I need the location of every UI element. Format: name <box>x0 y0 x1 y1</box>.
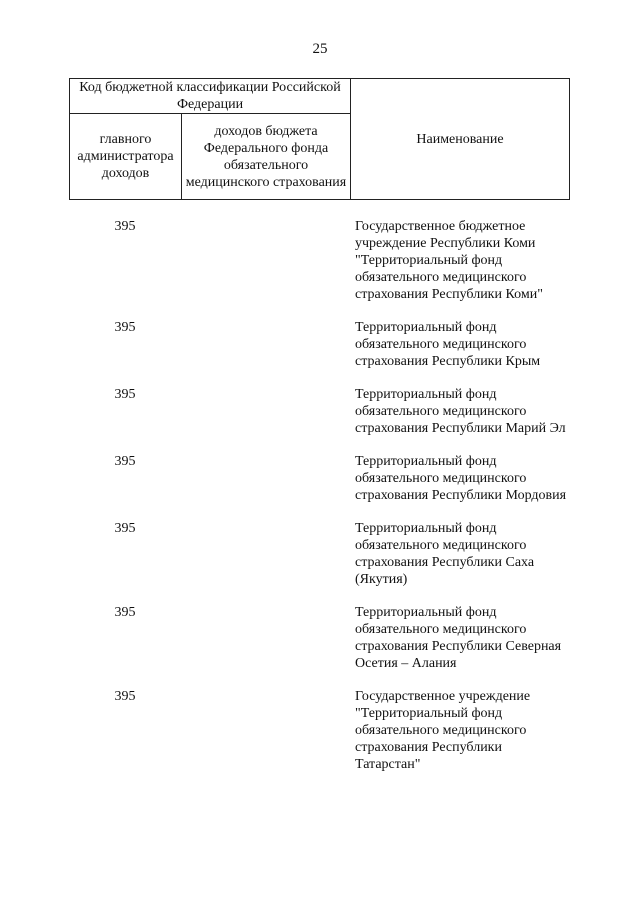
name-cell: Территориальный фонд обязательного медицинского страхования Республики Северная Осетия – Алания <box>355 605 562 671</box>
income-code-cell <box>181 520 355 588</box>
table-row <box>69 453 570 504</box>
admin-code-cell: 395 <box>114 521 136 536</box>
table-row <box>69 520 570 588</box>
table-row <box>69 218 570 303</box>
name-cell: Территориальный фонд обязательного медицинского страхования Республики Крым <box>355 320 541 369</box>
name-cell: Территориальный фонд обязательного медицинского страхования Республики Мордовия <box>355 454 567 503</box>
income-code-cell <box>181 386 355 437</box>
table-header <box>69 78 570 200</box>
table-row <box>69 319 570 370</box>
income-code-cell <box>181 218 355 303</box>
header-name: Наименование <box>416 131 504 147</box>
name-cell: Территориальный фонд обязательного медицинского страхования Республики Марий Эл <box>355 387 566 436</box>
admin-code-cell: 395 <box>114 689 136 704</box>
name-cell: Государственное учреждение "Территориальный фонд обязательного медицинского страхования Республики Татарстан" <box>355 689 531 772</box>
header-budget-code-group: Код бюджетной классификации Российской Федерации <box>70 79 351 114</box>
income-code-cell <box>181 604 355 672</box>
name-cell: Территориальный фонд обязательного медицинского страхования Республики Саха (Якутия) <box>355 521 535 587</box>
income-code-cell <box>181 453 355 504</box>
admin-code-cell: 395 <box>114 387 136 402</box>
admin-code-cell: 395 <box>114 454 136 469</box>
header-fund-income: доходов бюджета Федерального фонда обязательного медицинского страхования <box>182 114 351 199</box>
page-number: 25 <box>312 41 328 57</box>
table-body <box>69 218 570 789</box>
income-code-cell <box>181 319 355 370</box>
admin-code-cell: 395 <box>114 219 136 234</box>
header-chief-administrator: главного администратора доходов <box>70 114 182 199</box>
table-row <box>69 688 570 773</box>
admin-code-cell: 395 <box>114 320 136 335</box>
admin-code-cell: 395 <box>114 605 136 620</box>
table-row <box>69 386 570 437</box>
income-code-cell <box>181 688 355 773</box>
table-row <box>69 604 570 672</box>
name-cell: Государственное бюджетное учреждение Республики Коми "Территориальный фонд обязательного медицинского страхования Республики Коми" <box>355 219 543 302</box>
